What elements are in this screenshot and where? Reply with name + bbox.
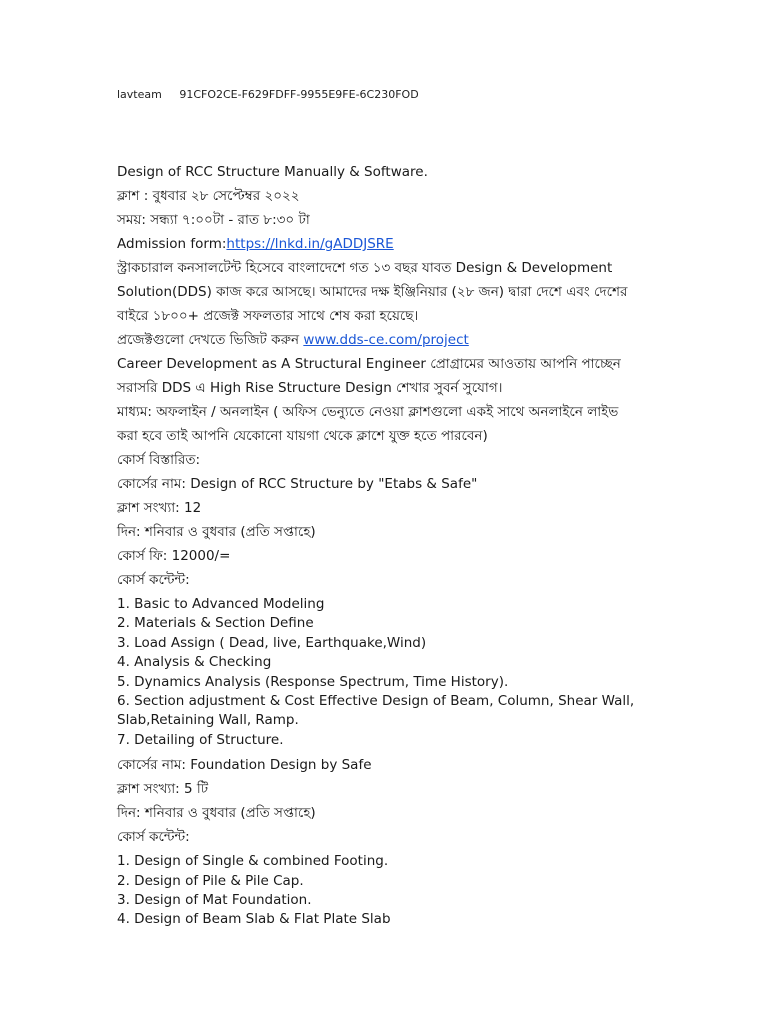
course1-content-list xyxy=(117,595,637,750)
list-item: 2. Design of Pile & Pile Cap. xyxy=(117,872,304,889)
header-code: 91CFO2CE-F629FDFF-9955E9FE-6C230FOD xyxy=(179,88,419,101)
list-item: 5. Dynamics Analysis (Response Spectrum, Time History). xyxy=(117,673,509,690)
admission-link[interactable]: https://lnkd.in/gADDJSRE xyxy=(226,236,394,252)
list-item: 2. Materials & Section Define xyxy=(117,615,314,632)
list-item: 4. Design of Beam Slab & Flat Plate Slab xyxy=(117,911,391,928)
course2-classes: ক্লাশ সংখ্যা: 5 টি xyxy=(117,781,209,798)
career-paragraph: Career Development as A Structural Engineer প্রোগ্রামের আওতায় আপনি পাচ্ছেন সরাসরি DDS এ High Rise Structure Design শেখার সুবর্ন সুযোগ। xyxy=(117,356,621,396)
list-item: 7. Detailing of Structure. xyxy=(117,731,284,748)
list-item: 3. Design of Mat Foundation. xyxy=(117,892,312,909)
document-header xyxy=(117,88,433,101)
visit-label: প্রজেক্টগুলো দেখতে ভিজিট করুন xyxy=(117,332,304,348)
course2-name: কোর্সের নাম: Foundation Design by Safe xyxy=(117,757,372,774)
list-item: 1. Basic to Advanced Modeling xyxy=(117,596,325,612)
course-details-heading: কোর্স বিস্তারিত: xyxy=(117,452,201,468)
admission-label: Admission form: xyxy=(117,236,227,252)
course1-days: দিন: শনিবার ও বুধবার (প্রতি সপ্তাহে) xyxy=(117,524,316,540)
list-item: 1. Design of Single & combined Footing. xyxy=(117,853,389,870)
document-title: Design of RCC Structure Manually & Software. xyxy=(117,164,428,180)
list-item: 6. Section adjustment & Cost Effective Design of Beam, Column, Shear Wall, Slab,Retaining Wall, Ramp. xyxy=(117,693,635,729)
intro-paragraph: স্ট্রাকচারাল কনসালটেন্ট হিসেবে বাংলাদেশে গত ১৩ বছর যাবত Design & Development Solution(DDS) কাজ করে আসছে। আমাদের দক্ষ ইঞ্জিনিয়ার (২৮ জন) দ্বারা দেশে এবং দেশের বাইরে ১৮০০+ প্রজেক্ট সফলতার সাথে শেষ করা হয়েছে। xyxy=(117,260,628,324)
class-time: সময়: সন্ধ্যা ৭:০০টা - রাত ৮:৩০ টা xyxy=(117,212,310,228)
visit-line xyxy=(117,328,637,352)
course1-name: কোর্সের নাম: Design of RCC Structure by "Etabs & Safe" xyxy=(117,476,478,492)
course1-content-label: কোর্স কন্টেন্ট: xyxy=(117,572,190,588)
visit-link[interactable]: www.dds-ce.com/project xyxy=(303,332,469,348)
header-user: lavteam xyxy=(117,88,162,101)
list-item: 4. Analysis & Checking xyxy=(117,654,272,671)
course1-fee: কোর্স ফি: 12000/= xyxy=(117,548,231,564)
list-item: 3. Load Assign ( Dead, live, Earthquake,Wind) xyxy=(117,634,427,651)
course1-classes: ক্লাশ সংখ্যা: 12 xyxy=(117,500,202,516)
document-body xyxy=(117,160,637,933)
class-date: ক্লাশ : বুধবার ২৮ সেপ্টেম্বর ২০২২ xyxy=(117,188,300,204)
course2-content-list xyxy=(117,852,637,930)
medium-paragraph: মাধ্যম: অফলাইন / অনলাইন ( অফিস ভেন্যুতে নেওয়া ক্লাশগুলো একই সাথে অনলাইনে লাইভ করা হবে তাই আপনি যেকোনো যায়গা থেকে ক্লাশে যুক্ত হতে পারবেন) xyxy=(117,404,619,444)
course2-content-label: কোর্স কন্টেন্ট: xyxy=(117,829,190,846)
admission-line xyxy=(117,232,637,256)
course2-days: দিন: শনিবার ও বুধবার (প্রতি সপ্তাহে) xyxy=(117,805,316,822)
